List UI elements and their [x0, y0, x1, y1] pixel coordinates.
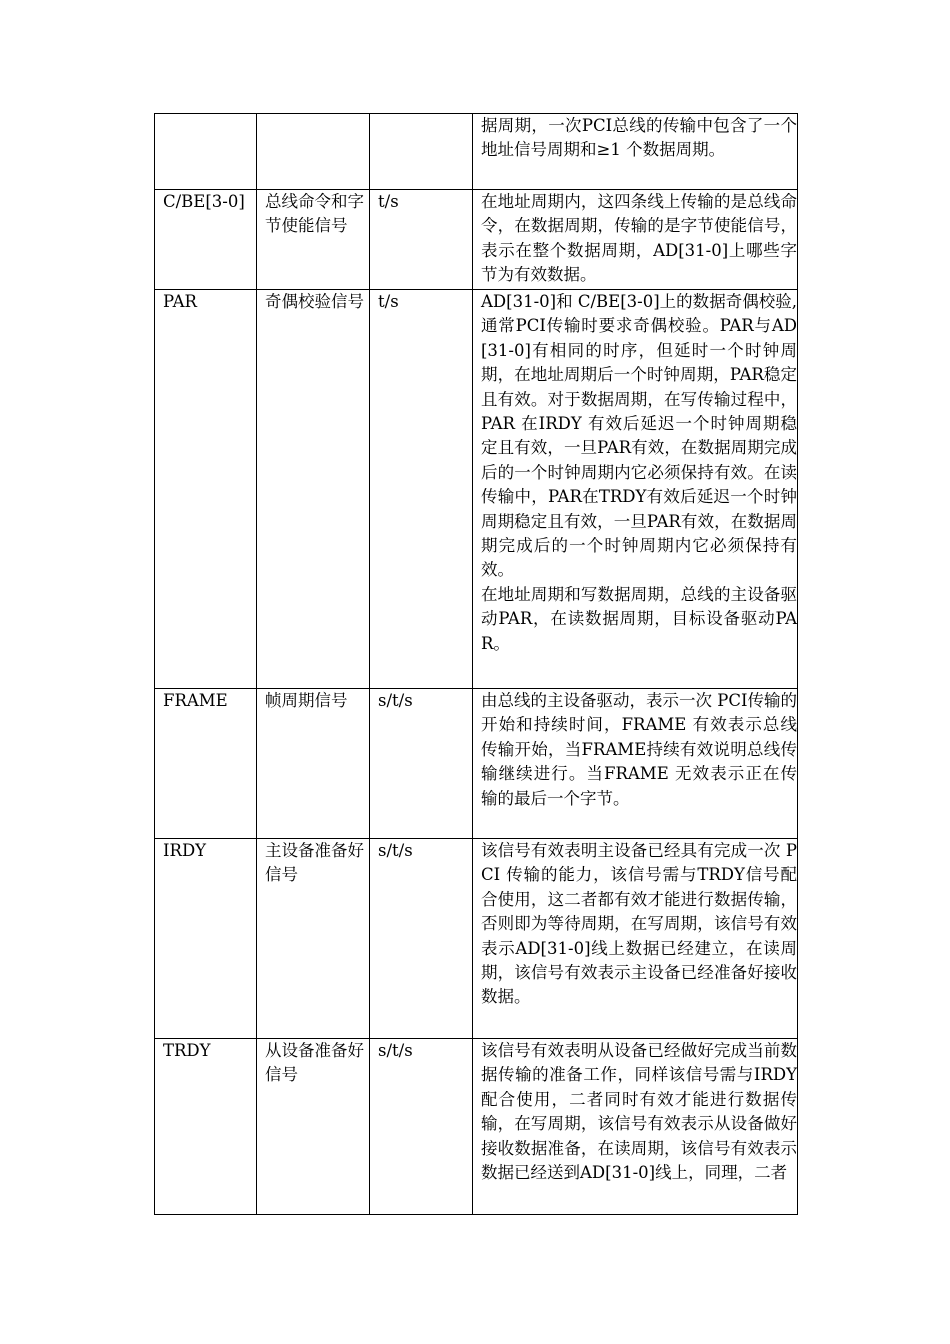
table-row: [155, 190, 798, 290]
description-paragraph: 由总线的主设备驱动，表示一次 PCI传输的开始和持续时间，FRAME 有效表示总线传输开始，当FRAME持续有效说明总线传输继续进行。当FRAME 无效表示正在传输的最后一个字节。: [481, 691, 797, 808]
type-cell: [370, 114, 473, 190]
table-row: [155, 114, 798, 190]
description-cell: [473, 290, 798, 689]
name-cell: 从设备准备好信号: [257, 1039, 370, 1215]
signal-cell: TRDY: [155, 1039, 257, 1215]
type-cell: t/s: [370, 190, 473, 290]
name-cell: 总线命令和字节使能信号: [257, 190, 370, 290]
table-row: [155, 689, 798, 839]
description-cell: [473, 114, 798, 190]
table-row: [155, 839, 798, 1039]
description-cell: [473, 190, 798, 290]
name-cell: 奇偶校验信号: [257, 290, 370, 689]
description-cell: [473, 1039, 798, 1215]
signal-cell: C/BE[3-0]: [155, 190, 257, 290]
description-cell: [473, 689, 798, 839]
signal-cell: PAR: [155, 290, 257, 689]
description-paragraph: 该信号有效表明从设备已经做好完成当前数据传输的准备工作，同样该信号需与IRDY配合使用，二者同时有效才能进行数据传输，在写周期，该信号有效表示从设备做好接收数据准备，在读周期，该信号有效表示数据已经送到AD[31-0]线上，同理，二者: [481, 1041, 797, 1183]
description-paragraph: 该信号有效表明主设备已经具有完成一次 PCI 传输的能力，该信号需与TRDY信号配合使用，这二者都有效才能进行数据传输，否则即为等待周期，在写周期，该信号有效表示AD[31-0]线上数据已经建立，在读周期，该信号有效表示主设备已经准备好接收数据。: [481, 841, 797, 1007]
description-cell: [473, 839, 798, 1039]
type-cell: t/s: [370, 290, 473, 689]
description-paragraph: 据周期，一次PCI总线的传输中包含了一个地址信号周期和≥1 个数据周期。: [481, 116, 797, 160]
table-row: [155, 1039, 798, 1215]
signal-cell: [155, 114, 257, 190]
description-paragraph: 在地址周期和写数据周期，总线的主设备驱动PAR，在读数据周期，目标设备驱动PAR。: [481, 584, 797, 653]
type-cell: s/t/s: [370, 689, 473, 839]
name-cell: [257, 114, 370, 190]
pci-signal-table: [154, 113, 798, 1215]
table-row: [155, 290, 798, 689]
description-paragraph: AD[31-0]和 C/BE[3-0]上的数据奇偶校验,通常PCI传输时要求奇偶校验。PAR与AD[31-0]有相同的时序，但延时一个时钟周期，在地址周期后一个时钟周期，PAR稳定且有效。对于数据周期，在写传输过程中，PAR 在IRDY 有效后延迟一个时钟周期稳定且有效，一旦PAR有效，在数据周期完成后的一个时钟周期内它必须保持有效。在读传输中，PAR在TRDY有效后延迟一个时钟周期稳定且有效，一旦PAR有效，在数据周期完成后的一个时钟周期内它必须保持有效。: [481, 292, 797, 580]
signal-cell: FRAME: [155, 689, 257, 839]
name-cell: 主设备准备好信号: [257, 839, 370, 1039]
type-cell: s/t/s: [370, 839, 473, 1039]
signal-cell: IRDY: [155, 839, 257, 1039]
description-paragraph: 在地址周期内，这四条线上传输的是总线命令，在数据周期，传输的是字节使能信号，表示在整个数据周期，AD[31-0]上哪些字节为有效数据。: [481, 192, 797, 285]
name-cell: 帧周期信号: [257, 689, 370, 839]
type-cell: s/t/s: [370, 1039, 473, 1215]
